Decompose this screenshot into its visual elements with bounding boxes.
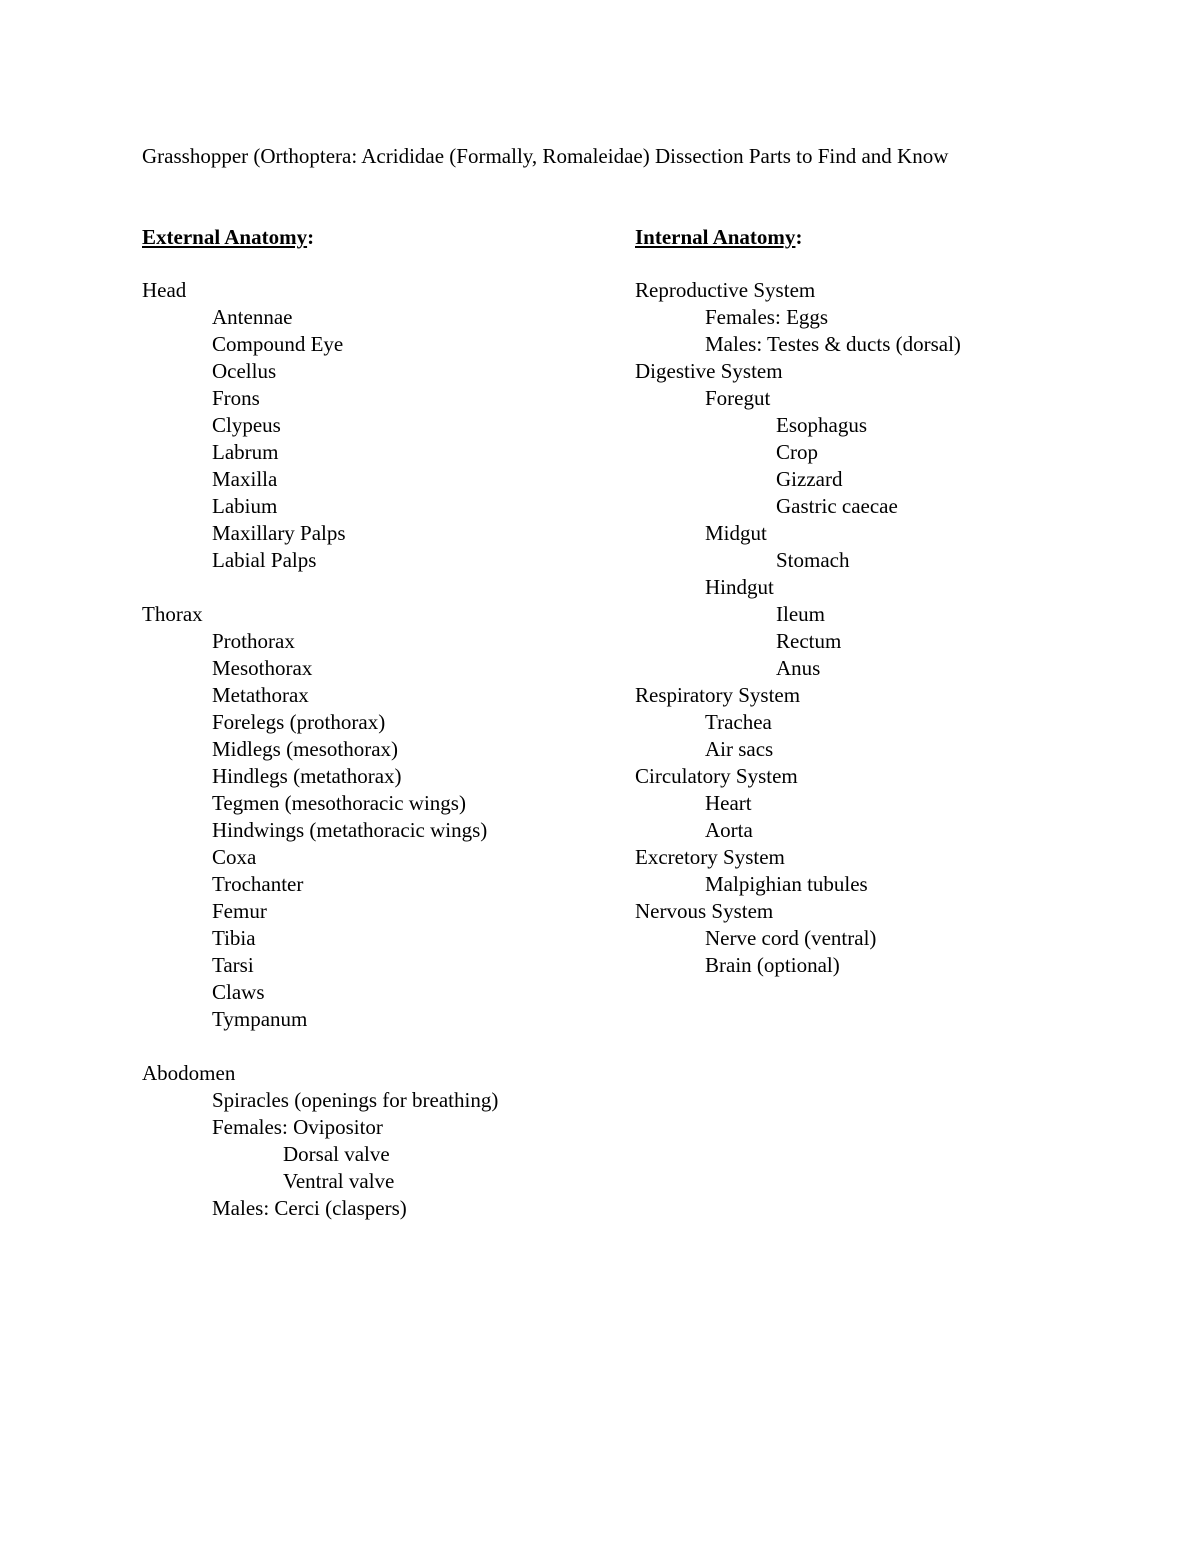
list-item: Gizzard	[776, 467, 843, 491]
list-item: Midlegs (mesothorax)	[212, 737, 399, 761]
list-item: Compound Eye	[212, 332, 344, 356]
list-item: Metathorax	[212, 683, 309, 707]
list-item: Gastric caecae	[776, 494, 898, 518]
list-item: Labrum	[212, 440, 279, 464]
list-item: Males: Cerci (claspers)	[212, 1196, 407, 1220]
list-item: Females: Eggs	[705, 305, 829, 329]
list-item: Ileum	[776, 602, 825, 626]
list-item: Tegmen (mesothoracic wings)	[212, 791, 466, 815]
list-item: Spiracles (openings for breathing)	[212, 1088, 499, 1112]
list-item: Males: Testes & ducts (dorsal)	[705, 332, 961, 356]
list-item: Hindwings (metathoracic wings)	[212, 818, 488, 842]
thorax-label: Thorax	[142, 602, 203, 626]
list-item: Maxilla	[212, 467, 278, 491]
list-item: Claws	[212, 980, 265, 1004]
list-item: Trachea	[705, 710, 772, 734]
digestive-system-label: Digestive System	[635, 359, 783, 383]
list-item: Nerve cord (ventral)	[705, 926, 877, 950]
list-item: Ocellus	[212, 359, 277, 383]
foregut-label: Foregut	[705, 386, 771, 410]
list-item: Crop	[776, 440, 818, 464]
reproductive-system-label: Reproductive System	[635, 278, 816, 302]
respiratory-system-label: Respiratory System	[635, 683, 801, 707]
hindgut-label: Hindgut	[705, 575, 774, 599]
list-item: Females: Ovipositor	[212, 1115, 383, 1139]
list-item: Brain (optional)	[705, 953, 840, 977]
page-title: Grasshopper (Orthoptera: Acrididae (Formally, Romaleidae) Dissection Parts to Find and Know	[142, 144, 949, 168]
list-item: Tarsi	[212, 953, 254, 977]
list-item: Air sacs	[705, 737, 774, 761]
list-item: Maxillary Palps	[212, 521, 346, 545]
list-item: Malpighian tubules	[705, 872, 868, 896]
external-anatomy-heading-colon: :	[307, 225, 315, 249]
internal-anatomy-heading-text: Internal Anatomy	[635, 225, 796, 249]
internal-systems-list	[635, 277, 1115, 979]
internal-anatomy-heading-colon: :	[795, 225, 803, 249]
list-item: Frons	[212, 386, 260, 410]
list-item: Anus	[776, 656, 821, 680]
internal-anatomy-heading	[635, 224, 1115, 251]
internal-anatomy-column	[635, 224, 1115, 979]
list-item: Aorta	[705, 818, 753, 842]
abdomen-label: Abodomen	[142, 1061, 236, 1085]
list-item: Rectum	[776, 629, 842, 653]
abdomen-section	[142, 1060, 622, 1222]
circulatory-system-label: Circulatory System	[635, 764, 798, 788]
list-item: Dorsal valve	[283, 1142, 390, 1166]
list-item: Labial Palps	[212, 548, 317, 572]
list-item: Stomach	[776, 548, 850, 572]
thorax-section	[142, 601, 622, 1033]
list-item: Coxa	[212, 845, 257, 869]
list-item: Antennae	[212, 305, 293, 329]
list-item: Hindlegs (metathorax)	[212, 764, 402, 788]
head-section	[142, 277, 622, 574]
external-anatomy-heading	[142, 224, 622, 251]
list-item: Labium	[212, 494, 278, 518]
list-item: Ventral valve	[283, 1169, 395, 1193]
list-item: Prothorax	[212, 629, 295, 653]
nervous-system-label: Nervous System	[635, 899, 774, 923]
list-item: Tibia	[212, 926, 256, 950]
list-item: Femur	[212, 899, 267, 923]
list-item: Trochanter	[212, 872, 304, 896]
list-item: Forelegs (prothorax)	[212, 710, 386, 734]
excretory-system-label: Excretory System	[635, 845, 785, 869]
midgut-label: Midgut	[705, 521, 767, 545]
external-anatomy-column	[142, 224, 622, 1249]
list-item: Esophagus	[776, 413, 867, 437]
external-anatomy-heading-text: External Anatomy	[142, 225, 308, 249]
list-item: Tympanum	[212, 1007, 308, 1031]
list-item: Mesothorax	[212, 656, 313, 680]
list-item: Heart	[705, 791, 752, 815]
list-item: Clypeus	[212, 413, 281, 437]
head-label: Head	[142, 278, 187, 302]
